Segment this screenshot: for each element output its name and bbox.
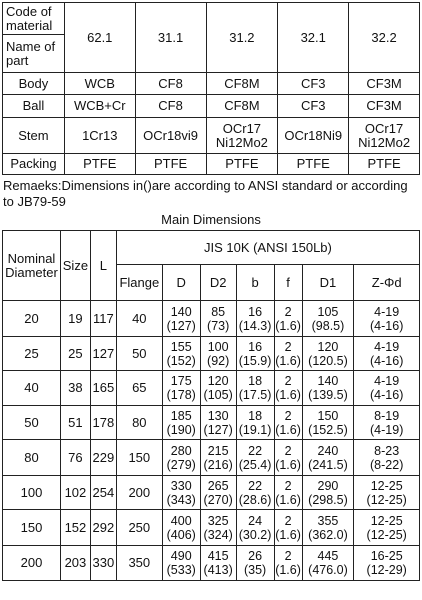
z-cell <box>354 337 420 371</box>
l-header: L <box>90 231 116 301</box>
material-cell: PTFE <box>349 154 420 175</box>
dimension-row <box>3 510 420 546</box>
ansi-value: (152) <box>166 353 196 368</box>
jis-value: 16-25 <box>370 549 403 563</box>
ansi-value: (1.6) <box>275 353 301 368</box>
ansi-value: (1.6) <box>275 457 301 472</box>
part-name: Ball <box>3 95 65 118</box>
b-header: b <box>236 265 274 301</box>
jis-value: 355 <box>317 513 339 528</box>
size-cell: 203 <box>60 546 90 581</box>
nominal-diameter-cell: 50 <box>3 406 61 440</box>
f-cell <box>274 546 302 581</box>
nominal-diameter-cell: 20 <box>3 301 61 337</box>
jis-value: 2 <box>284 478 292 493</box>
size-cell: 152 <box>60 510 90 546</box>
ansi-value: (241.5) <box>308 457 348 472</box>
jis-value: 215 <box>207 443 229 458</box>
jis-value: 445 <box>317 549 339 563</box>
material-cell: WCB <box>64 73 135 95</box>
d-header: D <box>162 265 200 301</box>
jis-value: 400 <box>170 513 192 528</box>
ansi-value: (139.5) <box>308 388 348 402</box>
material-cell: OCr18Ni9 <box>278 118 349 154</box>
l-cell: 117 <box>90 301 116 337</box>
jis-value: 85 <box>211 304 226 319</box>
ansi-value: (14.3) <box>238 318 272 333</box>
jis-value: 4-19 <box>374 374 400 388</box>
material-cell: 1Cr13 <box>64 118 135 154</box>
ansi-value: (19.1) <box>238 422 272 437</box>
material-cell: CF3 <box>278 95 349 118</box>
main-dimensions-title: Main Dimensions <box>161 212 261 227</box>
ansi-value: (1.6) <box>275 527 301 542</box>
jis-value: 120 <box>317 339 339 354</box>
jis-value: 240 <box>317 443 339 458</box>
d2-cell <box>200 406 236 440</box>
jis-value: 140 <box>170 304 192 319</box>
b-cell <box>236 301 274 337</box>
dimension-row <box>3 371 420 406</box>
jis-value: 330 <box>170 478 192 493</box>
jis-value: 2 <box>284 443 292 458</box>
nominal-diameter-cell: 100 <box>3 476 61 510</box>
f-cell <box>274 371 302 406</box>
jis-value: 2 <box>284 513 292 528</box>
jis-value: 16 <box>248 339 263 354</box>
material-cell: WCB+Cr <box>64 95 135 118</box>
ansi-value: (1.6) <box>275 318 301 333</box>
ansi-value: (4-19) <box>370 422 404 437</box>
ansi-value: (279) <box>166 457 196 472</box>
z-cell <box>354 510 420 546</box>
nominal-diameter-cell: 80 <box>3 440 61 476</box>
ansi-value: (105) <box>203 388 233 402</box>
material-table <box>2 2 420 175</box>
d1-cell <box>302 406 354 440</box>
b-cell <box>236 510 274 546</box>
d-cell <box>162 546 200 581</box>
d1-cell <box>302 476 354 510</box>
d2-cell <box>200 440 236 476</box>
jis-value: 12-25 <box>370 513 403 528</box>
flange-cell: 200 <box>116 476 162 510</box>
d1-header: D1 <box>302 265 354 301</box>
b-cell <box>236 546 274 581</box>
l-cell: 229 <box>90 440 116 476</box>
flange-cell: 40 <box>116 301 162 337</box>
ansi-value: (216) <box>203 457 233 472</box>
ansi-value: (4-16) <box>370 388 404 402</box>
ansi-value: (98.5) <box>311 318 345 333</box>
material-code: 62.1 <box>64 3 135 73</box>
d-cell <box>162 406 200 440</box>
ansi-value: (35) <box>243 563 267 577</box>
code-of-material-label: Code of material <box>3 3 65 35</box>
material-cell: CF8M <box>206 73 278 95</box>
d1-cell <box>302 440 354 476</box>
b-cell <box>236 476 274 510</box>
material-cell: OCr17 Ni12Mo2 <box>206 118 278 154</box>
d2-cell <box>200 337 236 371</box>
dim-header-row-1 <box>3 231 420 265</box>
ansi-value: (8-22) <box>370 457 404 472</box>
ansi-value: (15.9) <box>238 353 272 368</box>
d2-cell <box>200 546 236 581</box>
jis-value: 8-19 <box>374 408 400 423</box>
ansi-value: (1.6) <box>275 492 301 507</box>
z-cell <box>354 440 420 476</box>
material-cell: CF8M <box>206 95 278 118</box>
d2-header: D2 <box>200 265 236 301</box>
dimensions-body <box>3 301 420 581</box>
b-cell <box>236 440 274 476</box>
jis-value: 140 <box>317 374 339 388</box>
d2-cell <box>200 510 236 546</box>
d-cell <box>162 337 200 371</box>
l-cell: 292 <box>90 510 116 546</box>
size-cell: 38 <box>60 371 90 406</box>
flange-header: Flange <box>116 265 162 301</box>
material-code-row <box>3 3 420 35</box>
size-cell: 25 <box>60 337 90 371</box>
ansi-value: (178) <box>166 388 196 402</box>
flange-cell: 150 <box>116 440 162 476</box>
material-cell: PTFE <box>278 154 349 175</box>
flange-cell: 65 <box>116 371 162 406</box>
b-cell <box>236 371 274 406</box>
d1-cell <box>302 371 354 406</box>
ansi-value: (362.0) <box>308 527 348 542</box>
jis-value: 18 <box>248 374 263 388</box>
ansi-value: (343) <box>166 492 196 507</box>
jis-value: 290 <box>317 478 339 493</box>
z-cell <box>354 546 420 581</box>
jis-value: 280 <box>170 443 192 458</box>
d2-cell <box>200 371 236 406</box>
dimension-row <box>3 440 420 476</box>
l-cell: 127 <box>90 337 116 371</box>
jis-value: 2 <box>284 374 292 388</box>
dimension-row <box>3 301 420 337</box>
material-cell: PTFE <box>135 154 206 175</box>
dimensions-table <box>2 230 420 581</box>
ansi-value: (28.6) <box>238 492 272 507</box>
l-cell: 178 <box>90 406 116 440</box>
z-cell <box>354 406 420 440</box>
jis-value: 22 <box>248 443 263 458</box>
jis-value: 16 <box>248 304 263 319</box>
material-cell: PTFE <box>206 154 278 175</box>
jis-value: 22 <box>248 478 263 493</box>
dimension-row <box>3 406 420 440</box>
l-cell: 254 <box>90 476 116 510</box>
material-cell: PTFE <box>64 154 135 175</box>
d1-cell <box>302 337 354 371</box>
material-cell: OCr17 Ni12Mo2 <box>349 118 420 154</box>
ansi-value: (120.5) <box>308 353 348 368</box>
b-cell <box>236 406 274 440</box>
ansi-value: (30.2) <box>238 527 272 542</box>
jis-value: 2 <box>284 408 292 423</box>
jis-value: 490 <box>170 549 192 563</box>
jis-group-header: JIS 10K (ANSI 150Lb) <box>116 231 419 265</box>
jis-value: 2 <box>284 549 292 563</box>
ansi-value: (12-25) <box>366 527 407 542</box>
nominal-diameter-cell: 25 <box>3 337 61 371</box>
part-name: Body <box>3 73 65 95</box>
nominal-diameter-header: Nominal Diameter <box>3 231 61 301</box>
ansi-value: (4-16) <box>370 353 404 368</box>
flange-cell: 250 <box>116 510 162 546</box>
jis-value: 2 <box>284 304 292 319</box>
d-cell <box>162 301 200 337</box>
part-name: Stem <box>3 118 65 154</box>
ansi-value: (324) <box>203 527 233 542</box>
l-cell: 330 <box>90 546 116 581</box>
d1-cell <box>302 510 354 546</box>
f-cell <box>274 337 302 371</box>
jis-value: 4-19 <box>374 339 400 354</box>
ansi-value: (12-29) <box>366 563 407 577</box>
jis-value: 26 <box>248 549 263 563</box>
ansi-value: (533) <box>166 563 196 577</box>
jis-value: 4-19 <box>374 304 400 319</box>
d-cell <box>162 476 200 510</box>
f-cell <box>274 510 302 546</box>
material-cell: CF8 <box>135 73 206 95</box>
f-cell <box>274 406 302 440</box>
nominal-diameter-cell: 200 <box>3 546 61 581</box>
material-code: 31.1 <box>135 3 206 73</box>
d-cell <box>162 371 200 406</box>
ansi-value: (92) <box>207 353 230 368</box>
ansi-value: (4-16) <box>370 318 404 333</box>
material-code: 32.1 <box>278 3 349 73</box>
f-cell <box>274 301 302 337</box>
jis-value: 325 <box>207 513 229 528</box>
ansi-value: (127) <box>166 318 196 333</box>
jis-value: 120 <box>207 374 229 388</box>
dimension-row <box>3 476 420 510</box>
ansi-value: (127) <box>203 422 233 437</box>
jis-value: 24 <box>248 513 263 528</box>
z-cell <box>354 371 420 406</box>
material-cell: CF8 <box>135 95 206 118</box>
size-cell: 102 <box>60 476 90 510</box>
f-cell <box>274 476 302 510</box>
d2-cell <box>200 476 236 510</box>
jis-value: 130 <box>207 408 229 423</box>
flange-cell: 350 <box>116 546 162 581</box>
material-row-body <box>3 73 420 95</box>
material-cell: CF3M <box>349 73 420 95</box>
nominal-diameter-cell: 40 <box>3 371 61 406</box>
ansi-value: (17.5) <box>238 388 272 402</box>
ansi-value: (1.6) <box>275 388 301 402</box>
jis-value: 12-25 <box>370 478 403 493</box>
size-cell: 76 <box>60 440 90 476</box>
jis-value: 150 <box>317 408 339 423</box>
jis-value: 105 <box>317 304 339 319</box>
jis-value: 18 <box>248 408 263 423</box>
nominal-diameter-cell: 150 <box>3 510 61 546</box>
jis-value: 185 <box>170 408 192 423</box>
ansi-value: (190) <box>166 422 196 437</box>
ansi-value: (1.6) <box>275 422 301 437</box>
remarks-note: Remaeks:Dimensions in()are according to ANSI standard or according to JB79-59 <box>3 178 408 209</box>
jis-value: 265 <box>207 478 229 493</box>
jis-value: 100 <box>207 339 229 354</box>
part-name: Packing <box>3 154 65 175</box>
jis-value: 415 <box>207 549 229 563</box>
size-cell: 51 <box>60 406 90 440</box>
size-cell: 19 <box>60 301 90 337</box>
z-cell <box>354 301 420 337</box>
d-cell <box>162 510 200 546</box>
material-row-packing <box>3 154 420 175</box>
dimension-row <box>3 337 420 371</box>
f-header: f <box>274 265 302 301</box>
ansi-value: (298.5) <box>308 492 348 507</box>
ansi-value: (476.0) <box>308 563 348 577</box>
ansi-value: (73) <box>207 318 230 333</box>
ansi-value: (413) <box>203 563 233 577</box>
ansi-value: (25.4) <box>238 457 272 472</box>
material-code: 31.2 <box>206 3 278 73</box>
jis-value: 155 <box>170 339 192 354</box>
material-code: 32.2 <box>349 3 420 73</box>
b-cell <box>236 337 274 371</box>
flange-cell: 50 <box>116 337 162 371</box>
dimension-row <box>3 546 420 581</box>
d2-cell <box>200 301 236 337</box>
size-header: Size <box>60 231 90 301</box>
ansi-value: (12-25) <box>366 492 407 507</box>
jis-value: 2 <box>284 339 292 354</box>
d1-cell <box>302 301 354 337</box>
jis-value: 175 <box>170 374 192 388</box>
l-cell: 165 <box>90 371 116 406</box>
ansi-value: (152.5) <box>308 422 348 437</box>
material-row-stem <box>3 118 420 154</box>
d-cell <box>162 440 200 476</box>
d1-cell <box>302 546 354 581</box>
material-row-ball <box>3 95 420 118</box>
flange-cell: 80 <box>116 406 162 440</box>
ansi-value: (270) <box>203 492 233 507</box>
ansi-value: (406) <box>166 527 196 542</box>
z-phi-d-header: Z-Φd <box>354 265 420 301</box>
f-cell <box>274 440 302 476</box>
material-cell: OCr18vi9 <box>135 118 206 154</box>
jis-value: 8-23 <box>374 443 400 458</box>
z-cell <box>354 476 420 510</box>
material-cell: CF3 <box>278 73 349 95</box>
ansi-value: (1.6) <box>275 563 301 577</box>
material-cell: CF3M <box>349 95 420 118</box>
name-of-part-label: Name of part <box>3 35 65 73</box>
